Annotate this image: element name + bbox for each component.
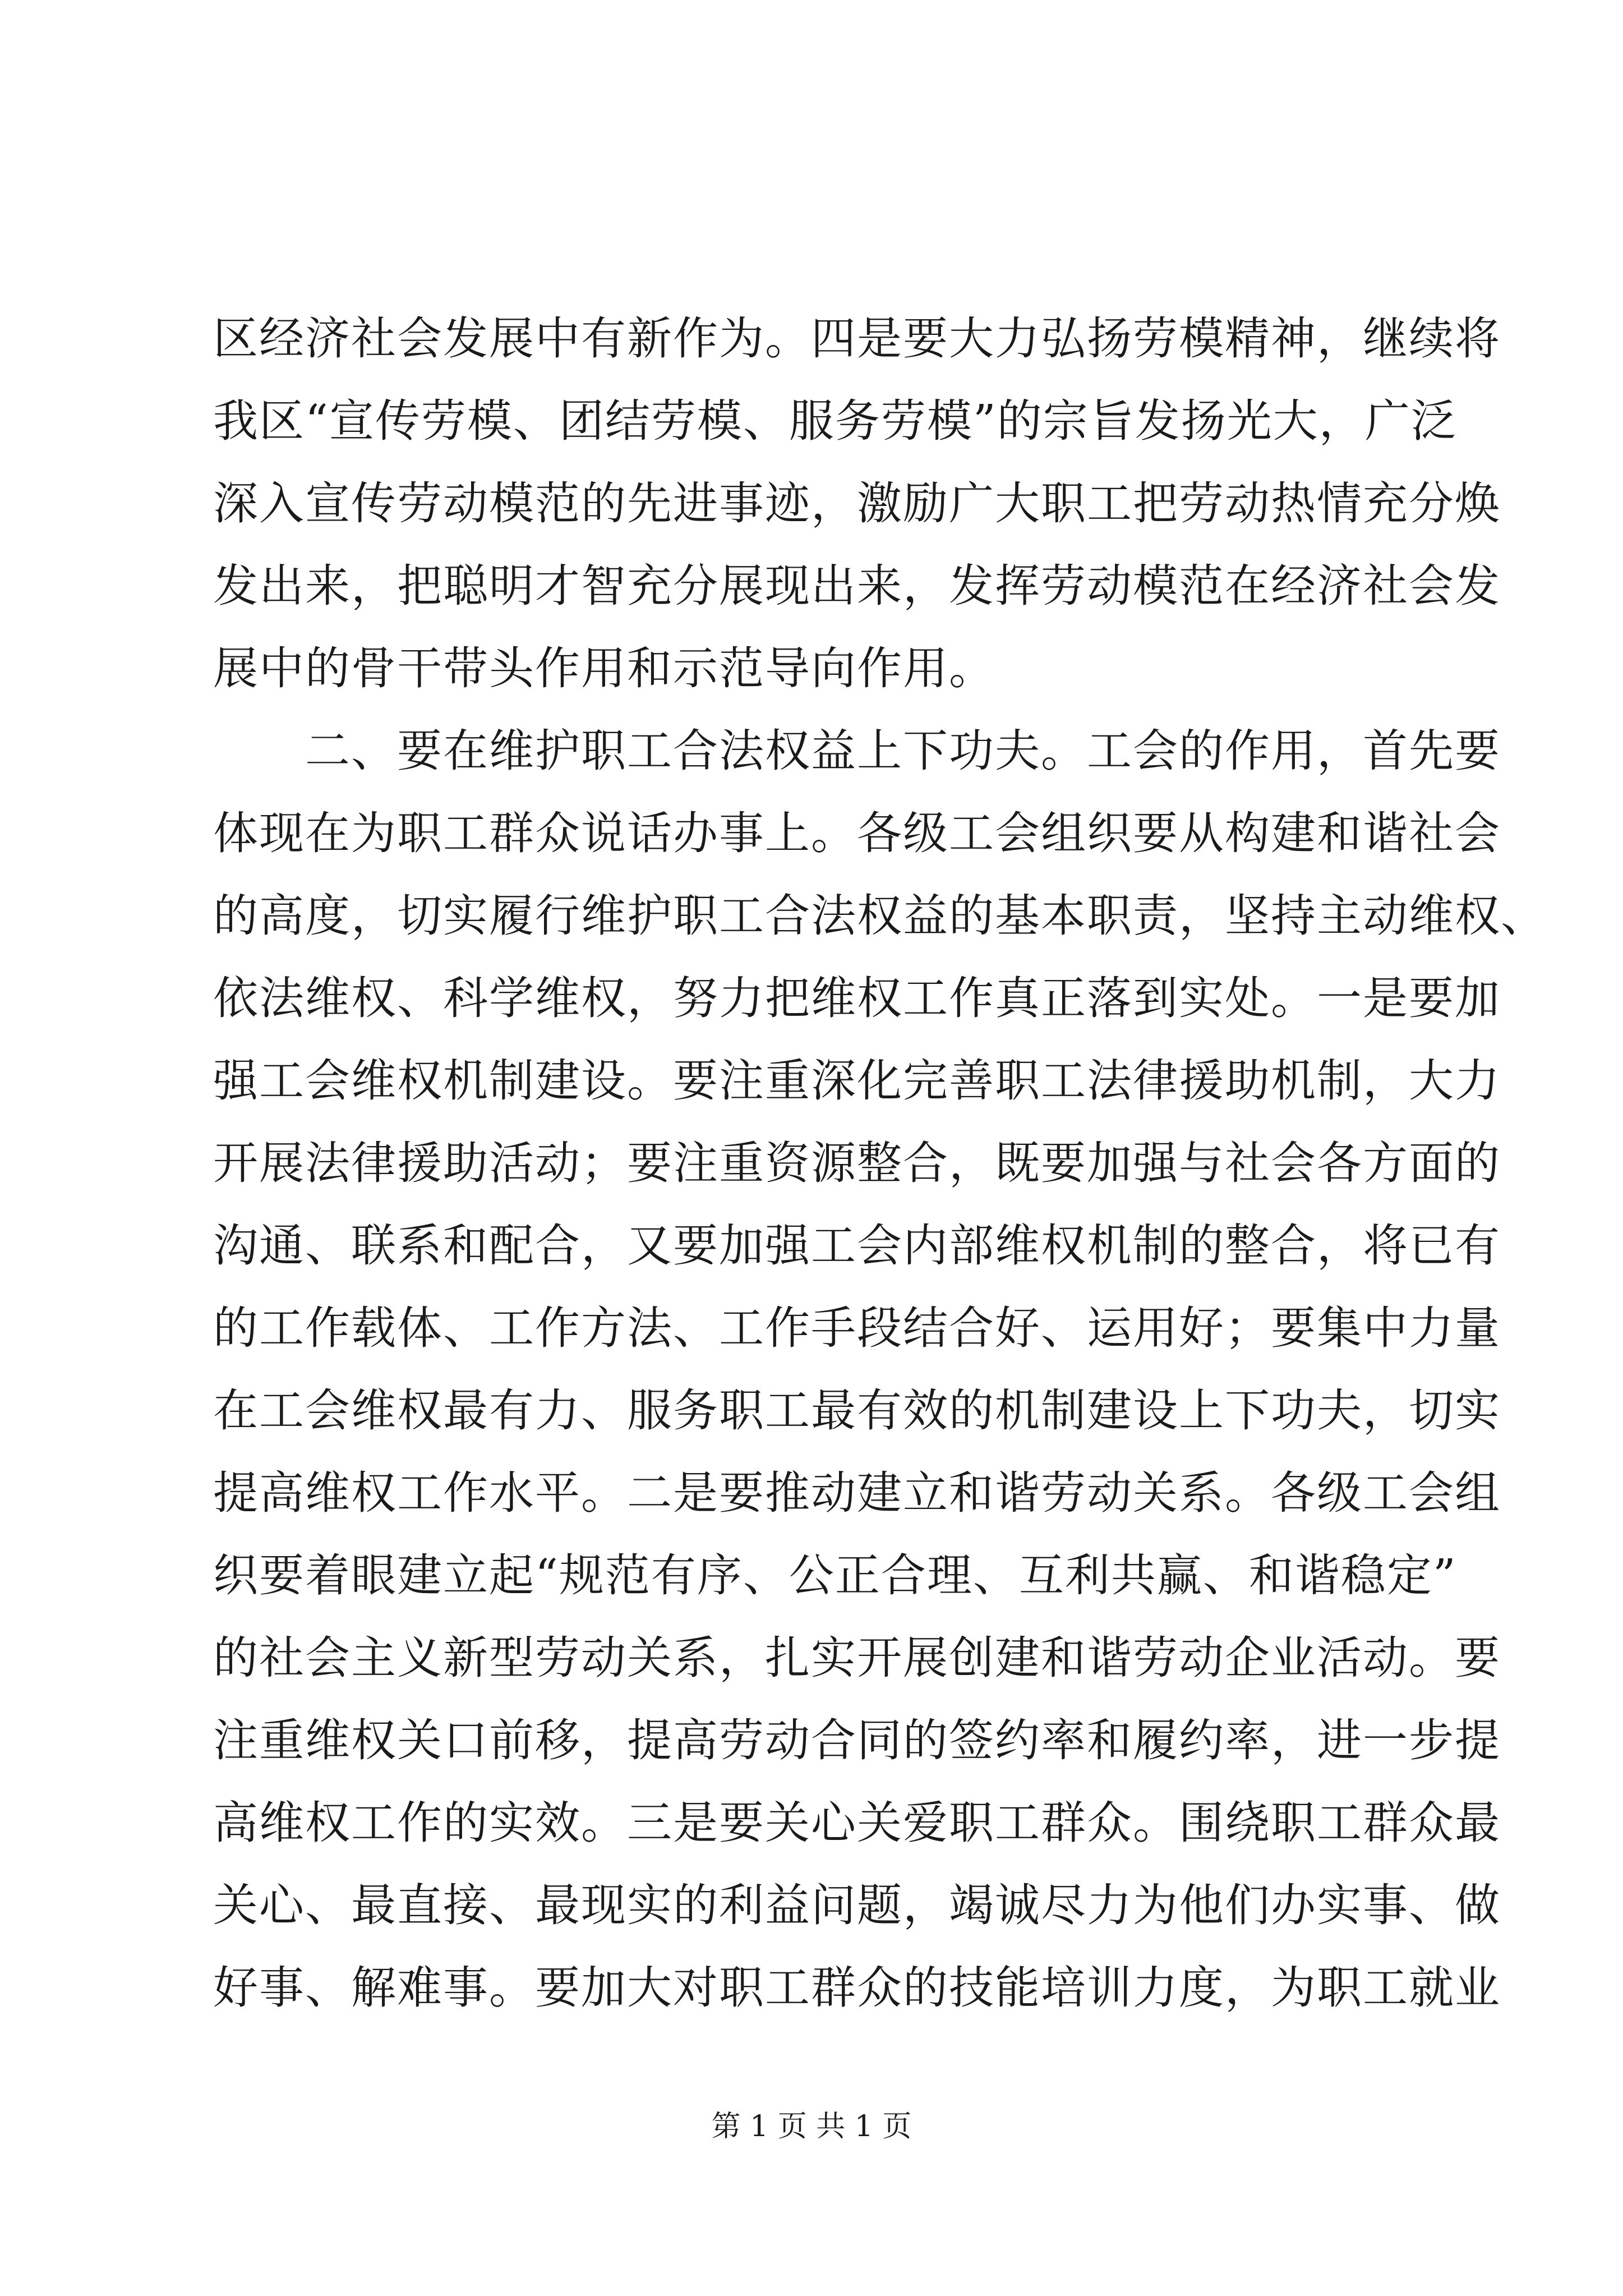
text-line: 的高度，切实履行维护职工合法权益的基本职责，坚持主动维权、 xyxy=(213,890,1547,942)
text-line: 展中的骨干带头作用和示范导向作用。 xyxy=(213,642,995,694)
text-line: 沟通、联系和配合，又要加强工会内部维权机制的整合，将已有 xyxy=(213,1220,1501,1272)
body-text xyxy=(213,297,1547,2029)
text-line: 发出来，把聪明才智充分展现出来，发挥劳动模范在经济社会发 xyxy=(213,560,1501,612)
text-line: 我区“宣传劳模、团结劳模、服务劳模”的宗旨发扬光大，广泛 xyxy=(213,395,1457,447)
text-line: 深入宣传劳动模范的先进事迹，激励广大职工把劳动热情充分焕 xyxy=(213,477,1501,530)
page-footer: 第 1 页 共 1 页 xyxy=(711,2110,912,2143)
text-line: 的工作载体、工作方法、工作手段结合好、运用好；要集中力量 xyxy=(213,1302,1501,1354)
text-line: 依法维权、科学维权，努力把维权工作真正落到实处。一是要加 xyxy=(213,972,1501,1024)
text-line: 好事、解难事。要加大对职工群众的技能培训力度，为职工就业 xyxy=(213,1962,1501,2014)
text-line: 的社会主义新型劳动关系，扎实开展创建和谐劳动企业活动。要 xyxy=(213,1632,1501,1684)
text-line: 关心、最直接、最现实的利益问题，竭诚尽力为他们办实事、做 xyxy=(213,1879,1501,1931)
text-line: 提高维权工作水平。二是要推动建立和谐劳动关系。各级工会组 xyxy=(213,1467,1501,1519)
text-line: 体现在为职工群众说话办事上。各级工会组织要从构建和谐社会 xyxy=(213,807,1501,859)
text-line: 开展法律援助活动；要注重资源整合，既要加强与社会各方面的 xyxy=(213,1137,1501,1189)
text-line: 区经济社会发展中有新作为。四是要大力弘扬劳模精神，继续将 xyxy=(213,312,1501,365)
text-line: 高维权工作的实效。三是要关心关爱职工群众。围绕职工群众最 xyxy=(213,1797,1501,1849)
text-line: 二、要在维护职工合法权益上下功夫。工会的作用，首先要 xyxy=(213,725,1501,777)
text-line: 织要着眼建立起“规范有序、公正合理、互利共赢、和谐稳定” xyxy=(213,1549,1457,1602)
text-line: 注重维权关口前移，提高劳动合同的签约率和履约率，进一步提 xyxy=(213,1714,1501,1766)
text-line: 强工会维权机制建设。要注重深化完善职工法律援助机制，大力 xyxy=(213,1055,1501,1107)
text-line: 在工会维权最有力、服务职工最有效的机制建设上下功夫，切实 xyxy=(213,1384,1501,1437)
